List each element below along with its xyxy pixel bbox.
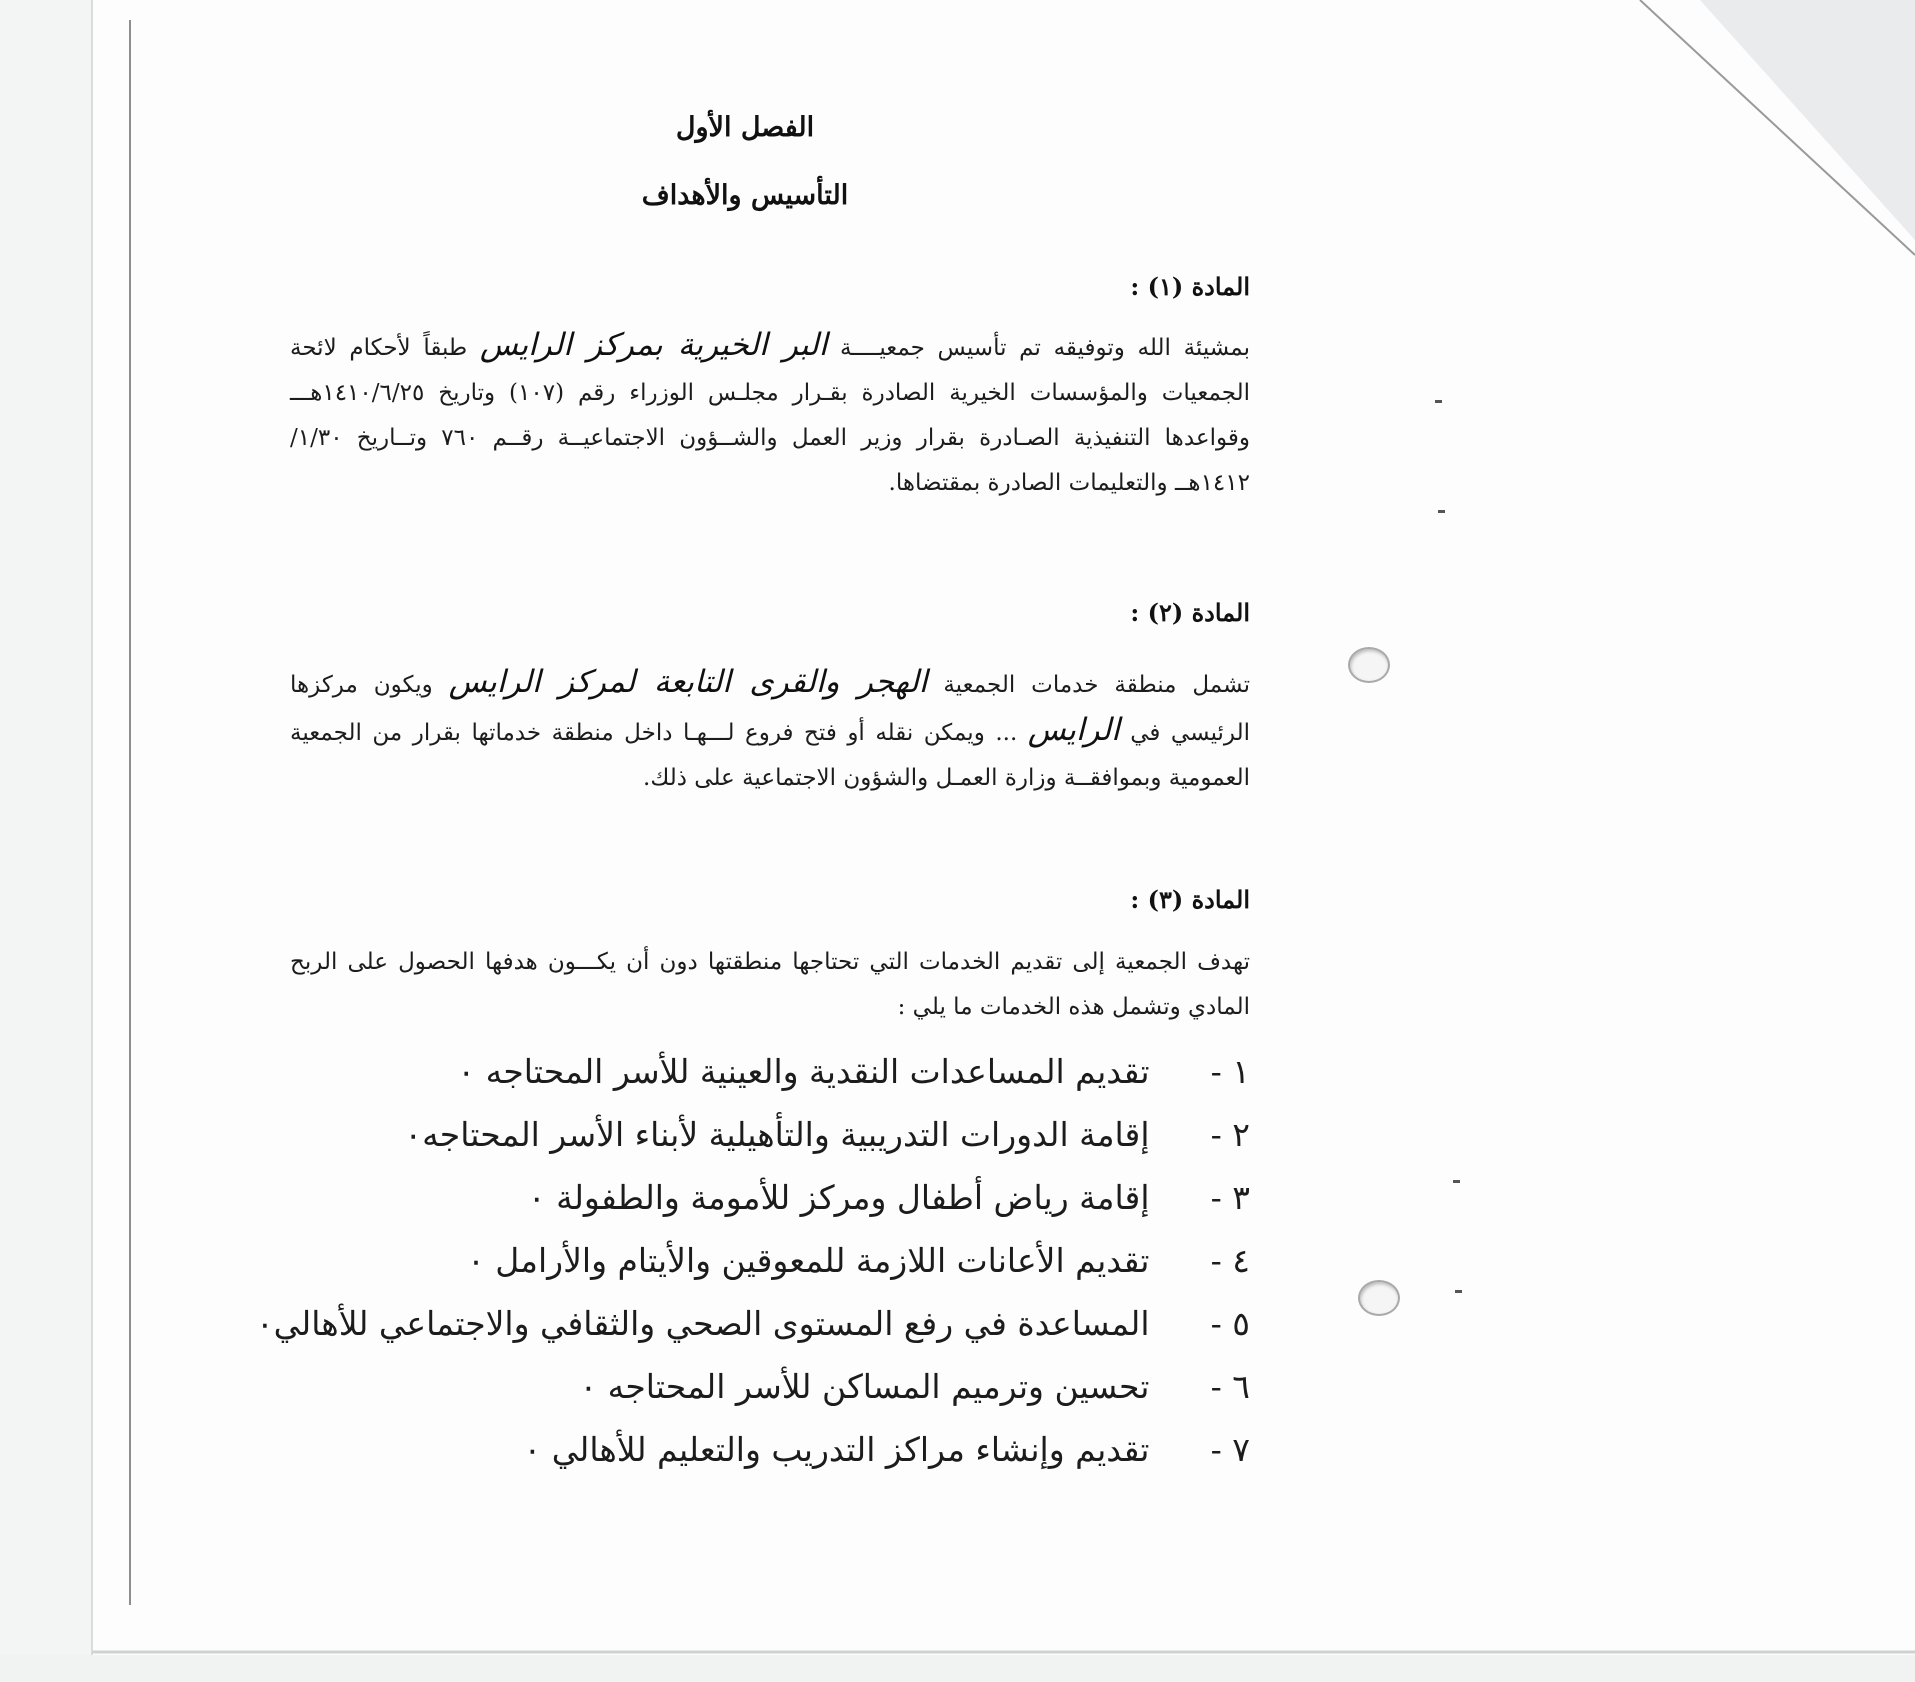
article-2-intro: تشمل منطقة خدمات الجمعية: [943, 672, 1251, 698]
service-item: [220, 1229, 1250, 1292]
article-2-title: المادة (٢) :: [1130, 598, 1250, 627]
service-number: ١ -: [1210, 1052, 1250, 1091]
service-number: ٧ -: [1210, 1430, 1250, 1469]
service-text: إقامة الدورات التدريبية والتأهيلية لأبناء الأسر المحتاجه٠: [404, 1115, 1150, 1154]
article-1-title: المادة (١) :: [1130, 272, 1250, 301]
article-2-body: ... ويمكن نقله أو فتح فروع لـــهـا داخل منطقة خدماتها بقرار من الجمعية العمومية وبموافقــة وزارة العمـل والشؤون الاجتماعية على ذلك.: [290, 720, 1250, 791]
article-2-paragraph: [290, 660, 1250, 801]
service-item: [220, 1103, 1250, 1166]
service-number: ٢ -: [1210, 1115, 1250, 1154]
chapter-title: الفصل الأول: [675, 112, 815, 143]
service-number: ٥ -: [1210, 1304, 1250, 1343]
scan-speck: [1435, 400, 1442, 403]
service-text: تقديم الأعانات اللازمة للمعوقين والأيتام والأرامل ٠: [467, 1241, 1150, 1280]
article-1-intro: بمشيئة الله وتوفيقه تم تأسيس جمعيــــة: [840, 335, 1250, 361]
service-number: ٣ -: [1210, 1178, 1250, 1217]
handwritten-society-name: البر الخيرية بمركز الرايس: [479, 327, 828, 363]
service-text: تقديم وإنشاء مراكز التدريب والتعليم للأهالي ٠: [523, 1430, 1150, 1469]
scanner-corner: [1700, 0, 1915, 240]
article-1-body: طبقاً لأحكام لائحة الجمعيات والمؤسسات الخيرية الصادرة بقـرار مجلـس الوزراء رقم (١٠٧) وتاريخ ١٤١٠/٦/٢٥هـــ وقواعدها التنفيذية الصـادرة بقرار وزير العمل والشــؤون الاجتماعيــة رقــم ٧٦٠ وتــاريخ ١/٣٠/ ١٤١٢هــ والتعليمات الصادرة بمقتضاها.: [290, 335, 1251, 496]
service-text: تحسين وترميم المساكن للأسر المحتاجه ٠: [579, 1367, 1150, 1406]
handwritten-headquarters: الرايس: [1027, 712, 1120, 748]
scanner-bed-left: [0, 0, 92, 1682]
article-2-hq-prefix: ويكون مركزها الرئيسي في: [290, 672, 1251, 746]
article-3-title: المادة (٣) :: [1130, 885, 1250, 914]
service-item: [220, 1166, 1250, 1229]
service-text: تقديم المساعدات النقدية والعينية للأسر المحتاجه ٠: [457, 1052, 1150, 1091]
document-body: [220, 0, 1270, 1600]
punch-hole-bottom: [1358, 1280, 1400, 1316]
services-list: [220, 1040, 1250, 1481]
scan-speck: [1438, 510, 1445, 513]
service-item: [220, 1292, 1250, 1355]
service-item: [220, 1355, 1250, 1418]
service-number: ٦ -: [1210, 1367, 1250, 1406]
chapter-subtitle: التأسيس والأهداف: [641, 180, 849, 211]
service-text: المساعدة في رفع المستوى الصحي والثقافي والاجتماعي للأهالي٠: [255, 1304, 1150, 1343]
service-item: [220, 1040, 1250, 1103]
handwritten-service-area: الهجر والقرى التابعة لمركز الرايس: [448, 664, 928, 700]
service-text: إقامة رياض أطفال ومركز للأمومة والطفولة ٠: [527, 1178, 1150, 1217]
scan-speck: [1453, 1180, 1460, 1183]
scan-speck: [1455, 1290, 1462, 1293]
article-3-paragraph: تهدف الجمعية إلى تقديم الخدمات التي تحتاجها منطقتها دون أن يكـــون هدفها الحصول على الربح المادي وتشمل هذه الخدمات ما يلي :: [290, 949, 1250, 1020]
service-item: [220, 1418, 1250, 1481]
scanner-bed-bottom: [0, 1655, 1915, 1682]
article-1-paragraph: [290, 323, 1250, 506]
service-number: ٤ -: [1210, 1241, 1250, 1280]
punch-hole-top: [1348, 647, 1390, 683]
